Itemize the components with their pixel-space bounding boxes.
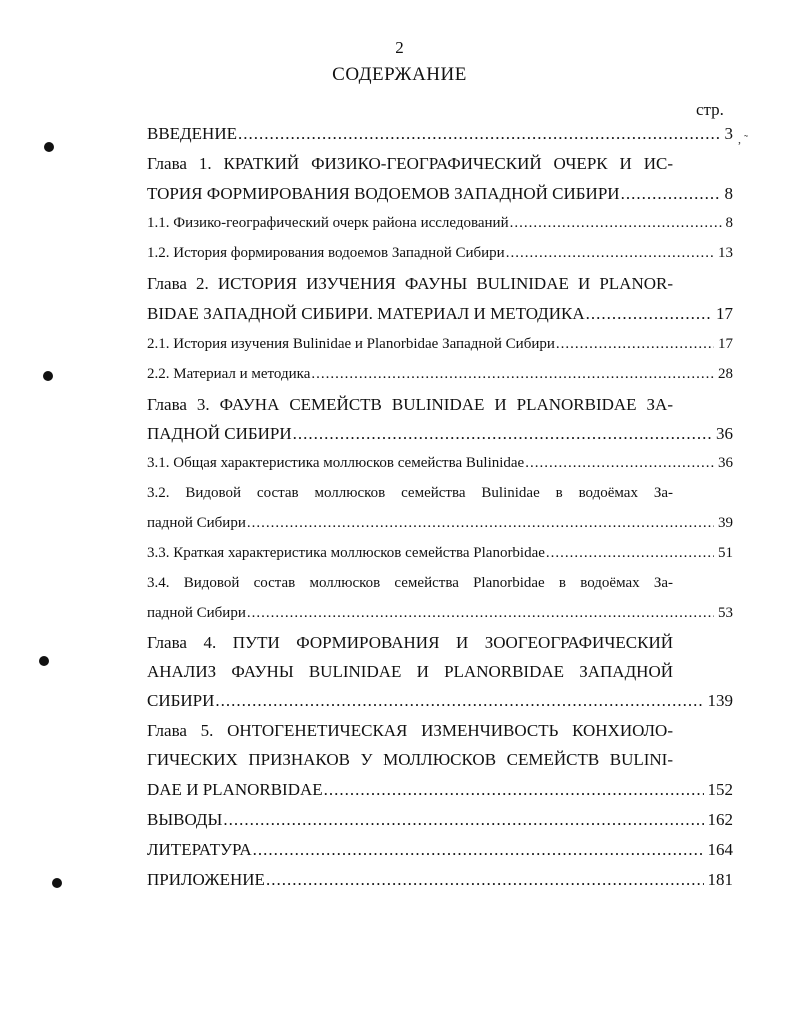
toc-entry-3-4-line1	[147, 575, 673, 601]
toc-entry-introduction	[147, 124, 733, 150]
toc-entry-literature	[147, 840, 733, 866]
toc-entry-2-2	[147, 366, 733, 392]
toc-entry-chapter-5-line1	[147, 721, 673, 747]
toc-entry-page: 36	[718, 455, 733, 471]
binder-hole-mark	[44, 142, 54, 152]
toc-entry-title: ТОРИЯ ФОРМИРОВАНИЯ ВОДОЕМОВ ЗАПАДНОЙ СИБИРИ	[147, 184, 620, 203]
toc-entry-chapter-4-line2	[147, 662, 673, 688]
toc-leader-dots	[556, 336, 714, 353]
toc-entry-chapter-4-line1	[147, 633, 673, 659]
toc-entry-chapter-1	[147, 184, 733, 210]
toc-entry-chapter-4	[147, 691, 733, 717]
toc-entry-title: DAE И PLANORBIDAE	[147, 780, 323, 799]
toc-entry-page: 17	[718, 336, 733, 352]
toc-entry-title: 1.1. Физико-географический очерк района исследований	[147, 215, 509, 231]
toc-entry-chapter-2-line1	[147, 274, 673, 300]
toc-entry-title: 3.3. Краткая характеристика моллюсков семейства Planorbidae	[147, 545, 545, 561]
toc-entry-title: ВВЕДЕНИЕ	[147, 124, 237, 143]
toc-entry-page: 3	[724, 124, 733, 143]
toc-entry-1-1	[147, 215, 733, 241]
toc-entry-title: 1.2. История формирования водоемов Западной Сибири	[147, 245, 505, 261]
toc-entry-chapter-5-line2	[147, 750, 673, 776]
toc-entry-title-line: ГИЧЕСКИХ ПРИЗНАКОВ У МОЛЛЮСКОВ СЕМЕЙСТВ BULINI-	[147, 750, 673, 769]
toc-leader-dots	[586, 304, 712, 324]
toc-entry-title-line: АНАЛИЗ ФАУНЫ BULINIDAE И PLANORBIDAE ЗАПАДНОЙ	[147, 662, 673, 681]
toc-entry-page: 36	[716, 424, 733, 443]
toc-leader-dots	[510, 215, 722, 232]
toc-entry-page: 53	[718, 605, 733, 621]
toc-leader-dots	[247, 515, 714, 532]
toc-leader-dots	[266, 870, 704, 890]
toc-entry-title-line: 3.4. Видовой состав моллюсков семейства Planorbidae в водоёмах За-	[147, 575, 673, 591]
toc-entry-chapter-3-line1	[147, 395, 673, 421]
toc-entry-page: 139	[707, 691, 733, 710]
toc-entry-page: 39	[718, 515, 733, 531]
toc-entry-title: ЛИТЕРАТУРА	[147, 840, 252, 859]
toc-entry-page: 8	[725, 215, 733, 231]
toc-entry-3-2	[147, 515, 733, 541]
toc-entry-title-line: Глава 2. ИСТОРИЯ ИЗУЧЕНИЯ ФАУНЫ BULINIDAE И PLANOR-	[147, 274, 673, 293]
page-column-label: стр.	[696, 100, 724, 119]
toc-entry-title: 2.1. История изучения Bulinidae и Planorbidae Западной Сибири	[147, 336, 555, 352]
toc-entry-title: падной Сибири	[147, 515, 246, 531]
toc-entry-2-1	[147, 336, 733, 362]
toc-entry-conclusions	[147, 810, 733, 836]
toc-leader-dots	[293, 424, 712, 444]
toc-entry-chapter-1-line1	[147, 154, 673, 180]
scan-mark: , ˜	[738, 132, 748, 146]
toc-entry-title: 3.1. Общая характеристика моллюсков семейства Bulinidae	[147, 455, 525, 471]
toc-entry-appendix	[147, 870, 733, 896]
toc-entry-3-4	[147, 605, 733, 631]
toc-leader-dots	[223, 810, 703, 830]
toc-entry-title: падной Сибири	[147, 605, 246, 621]
toc-leader-dots	[215, 691, 703, 711]
toc-entry-page: 164	[707, 840, 733, 859]
binder-hole-mark	[43, 371, 53, 381]
toc-leader-dots	[238, 124, 721, 144]
toc-leader-dots	[546, 545, 714, 562]
toc-entry-title-line: 3.2. Видовой состав моллюсков семейства Bulinidae в водоёмах За-	[147, 485, 673, 501]
page-number: 2	[395, 38, 404, 57]
toc-entry-title: ПАДНОЙ СИБИРИ	[147, 424, 292, 443]
toc-entry-chapter-5	[147, 780, 733, 806]
toc-leader-dots	[311, 366, 714, 383]
toc-entry-page: 181	[707, 870, 733, 889]
toc-entry-3-3	[147, 545, 733, 571]
toc-entry-chapter-3	[147, 424, 733, 450]
toc-entry-1-2	[147, 245, 733, 271]
toc-leader-dots	[525, 455, 714, 472]
toc-entry-3-1	[147, 455, 733, 481]
toc-leader-dots	[621, 184, 721, 204]
toc-leader-dots	[247, 605, 714, 622]
toc-entry-page: 17	[716, 304, 733, 323]
toc-entry-title: ВЫВОДЫ	[147, 810, 223, 829]
toc-entry-3-2-line1	[147, 485, 673, 511]
toc-entry-page: 162	[707, 810, 733, 829]
page-title: СОДЕРЖАНИЕ	[332, 64, 467, 85]
toc-entry-title-line: Глава 5. ОНТОГЕНЕТИЧЕСКАЯ ИЗМЕНЧИВОСТЬ КОНХИОЛО-	[147, 721, 673, 740]
toc-entry-title: ПРИЛОЖЕНИЕ	[147, 870, 265, 889]
binder-hole-mark	[52, 878, 62, 888]
toc-entry-page: 51	[718, 545, 733, 561]
toc-entry-title-line: Глава 1. КРАТКИЙ ФИЗИКО-ГЕОГРАФИЧЕСКИЙ ОЧЕРК И ИС-	[147, 154, 673, 173]
binder-hole-mark	[39, 656, 49, 666]
toc-entry-page: 152	[707, 780, 733, 799]
toc-entry-title: СИБИРИ	[147, 691, 215, 710]
toc-entry-title-line: Глава 4. ПУТИ ФОРМИРОВАНИЯ И ЗООГЕОГРАФИЧЕСКИЙ	[147, 633, 673, 652]
toc-leader-dots	[506, 245, 714, 262]
toc-leader-dots	[324, 780, 704, 800]
toc-entry-title: 2.2. Материал и методика	[147, 366, 311, 382]
toc-entry-title: BIDAE ЗАПАДНОЙ СИБИРИ. МАТЕРИАЛ И МЕТОДИКА	[147, 304, 585, 323]
toc-entry-page: 28	[718, 366, 733, 382]
toc-entry-title-line: Глава 3. ФАУНА СЕМЕЙСТВ BULINIDAE И PLANORBIDAE ЗА-	[147, 395, 673, 414]
toc-entry-page: 13	[718, 245, 733, 261]
toc-entry-chapter-2	[147, 304, 733, 330]
toc-entry-page: 8	[724, 184, 733, 203]
toc-leader-dots	[253, 840, 704, 860]
